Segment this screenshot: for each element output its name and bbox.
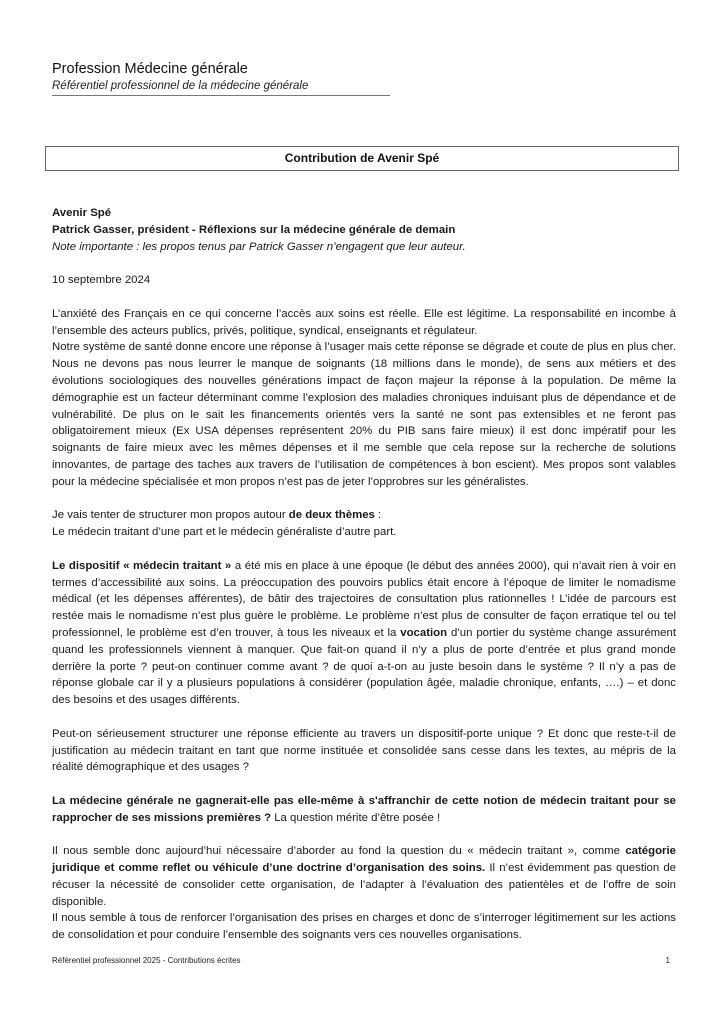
paragraph-1: L’anxiété des Français en ce qui concerne l’accès aux soins est réelle. Elle est légitime. La responsabilité en incombe à l’ensemble des acteurs publics, privés, politique, syndical, enseignants et régulateur. [52, 307, 676, 337]
organization-name: Avenir Spé [52, 207, 112, 219]
p5-text-b: d’un portier du système change assurément quand les professionnels viennent à manquer. Que fait-on quand il n’y a plus de porte d’entrée et plus grand monde derrière la porte ? peut-on continuer comme avant ? de quoi a-t-on au juste besoin dans le système ? Il n’y a pas de réponse globale car il y a plusieurs populations à considérer (population âgée, maladie chronique, enfants, ….) – et donc des besoins et des usages différents. [52, 626, 676, 707]
page-footer [52, 955, 672, 967]
spacer [52, 826, 676, 843]
spacer [52, 776, 676, 793]
p5-text-a: a été mis en place à une époque (le début des années 2000), qui n’avait rien à voir en termes d’accessibilité aux soins. La préoccupation des pouvoirs publics était encore à l’époque de limiter le nomadisme médical (et les dépenses afférentes), de bâtir des trajectoires de consultation plus rationnelles ! L’idée de parcours est restée mais le nomadisme n’est plus guère le problème. Le problème n’est plus de consulter de façon erratique tel ou tel professionnel, le problème est d’en trouver, à tous les niveaux et la [52, 559, 676, 639]
p3-bold: de deux thèmes [288, 509, 375, 522]
p5-bold-vocation: vocation [400, 626, 448, 639]
paragraph-9: Il nous semble à tous de renforcer l’organisation des prises en charges et donc de s’interroger légitimement sur les actions de consolidation et pour conduire l’ensemble des soignants vers ces nouvelles organisations. [52, 912, 676, 942]
spacer [52, 289, 676, 306]
header-subtitle: Référentiel professionnel de la médecine générale [52, 78, 390, 96]
spacer [52, 541, 676, 558]
paragraph-6: Peut-on sérieusement structurer une réponse efficiente au travers un dispositif-porte unique ? Et donc que reste-t-il de justification au médecin traitant en tant que norme instituée et consolidée sans cesse dans les textes, au mépris de la réalité démographique et des usages ? [52, 727, 676, 774]
contribution-title-box [45, 146, 679, 171]
spacer [52, 709, 676, 726]
document-date: 10 septembre 2024 [52, 274, 151, 287]
spacer [52, 491, 676, 508]
footer-text: Référentiel professionnel 2025 - Contributions écrites [52, 956, 241, 965]
paragraph-2: Notre système de santé donne encore une réponse à l’usager mais cette réponse se dégrade et coute de plus en plus cher. Nous ne devons pas nous leurrer le manque de soignants (18 millions dans le monde), de sens aux métiers et des évolutions sociologiques des nouvelles générations impact de façon majeur la réponse à la population. De même la démographie est un facteur déterminant comme l’explosion des maladies chroniques induisant plus de dépendance et de vulnérabilité. De plus on le sait les financements orientés vers la santé ne sont pas extensibles et ne feront pas obligatoirement mieux (Ex USA dépenses représentent 20% du PIB sans faire mieux) il est donc impératif pour les soignants de faire mieux avec les mêmes dépenses et il me semble que cela repose sur la recherche de solutions innovantes, de partage des taches aux travers de l’utilisation de compétences à bon escient). Mes propos sont valables pour la médecine spécialisée et mon propos n’est pas de jeter l’opprobres sur les généralistes. [52, 341, 676, 488]
p5-bold: Le dispositif « médecin traitant » [52, 559, 232, 572]
paragraph-7 [52, 793, 676, 827]
paragraph-3 [52, 507, 676, 524]
page-header [52, 60, 390, 96]
header-title: Profession Médecine générale [52, 61, 248, 77]
p3-end: : [374, 509, 382, 522]
p8-bold: catégorie juridique et comme reflet ou véhicule d’une doctrine d’organisation des soins. [52, 845, 676, 875]
p8-text-a: Il nous semble donc aujourd’hui nécessaire d’aborder au fond la question du « médecin traitant », comme [52, 845, 626, 858]
page-number: 1 [665, 956, 670, 965]
paragraph-4: Le médecin traitant d’une part et le médecin généraliste d’autre part. [52, 526, 397, 539]
p7-text: La question mérite d’être posée ! [271, 811, 441, 824]
p3-text: Je vais tenter de structurer mon propos autour [52, 509, 289, 522]
paragraph-8 [52, 843, 676, 910]
disclaimer-note: Note importante : les propos tenus par Patrick Gasser n’engagent que leur auteur. [52, 240, 466, 253]
p8-text-b: Il n’est évidemment pas question de récuser la nécessité de consolider cette organisation, de l’adapter à l’évaluation des patientèles et de l’offre de soin disponible. [52, 862, 676, 908]
spacer [52, 255, 676, 272]
contribution-title: Contribution de Avenir Spé [284, 151, 440, 165]
paragraph-5 [52, 558, 676, 709]
p7-bold: La médecine générale ne gagnerait-elle pas elle-même à s'affranchir de cette notion de médecin traitant pour se rapprocher de ses missions premières ? [52, 794, 676, 824]
document-body [52, 205, 676, 944]
author-line: Patrick Gasser, président - Réflexions sur la médecine générale de demain [52, 223, 456, 236]
